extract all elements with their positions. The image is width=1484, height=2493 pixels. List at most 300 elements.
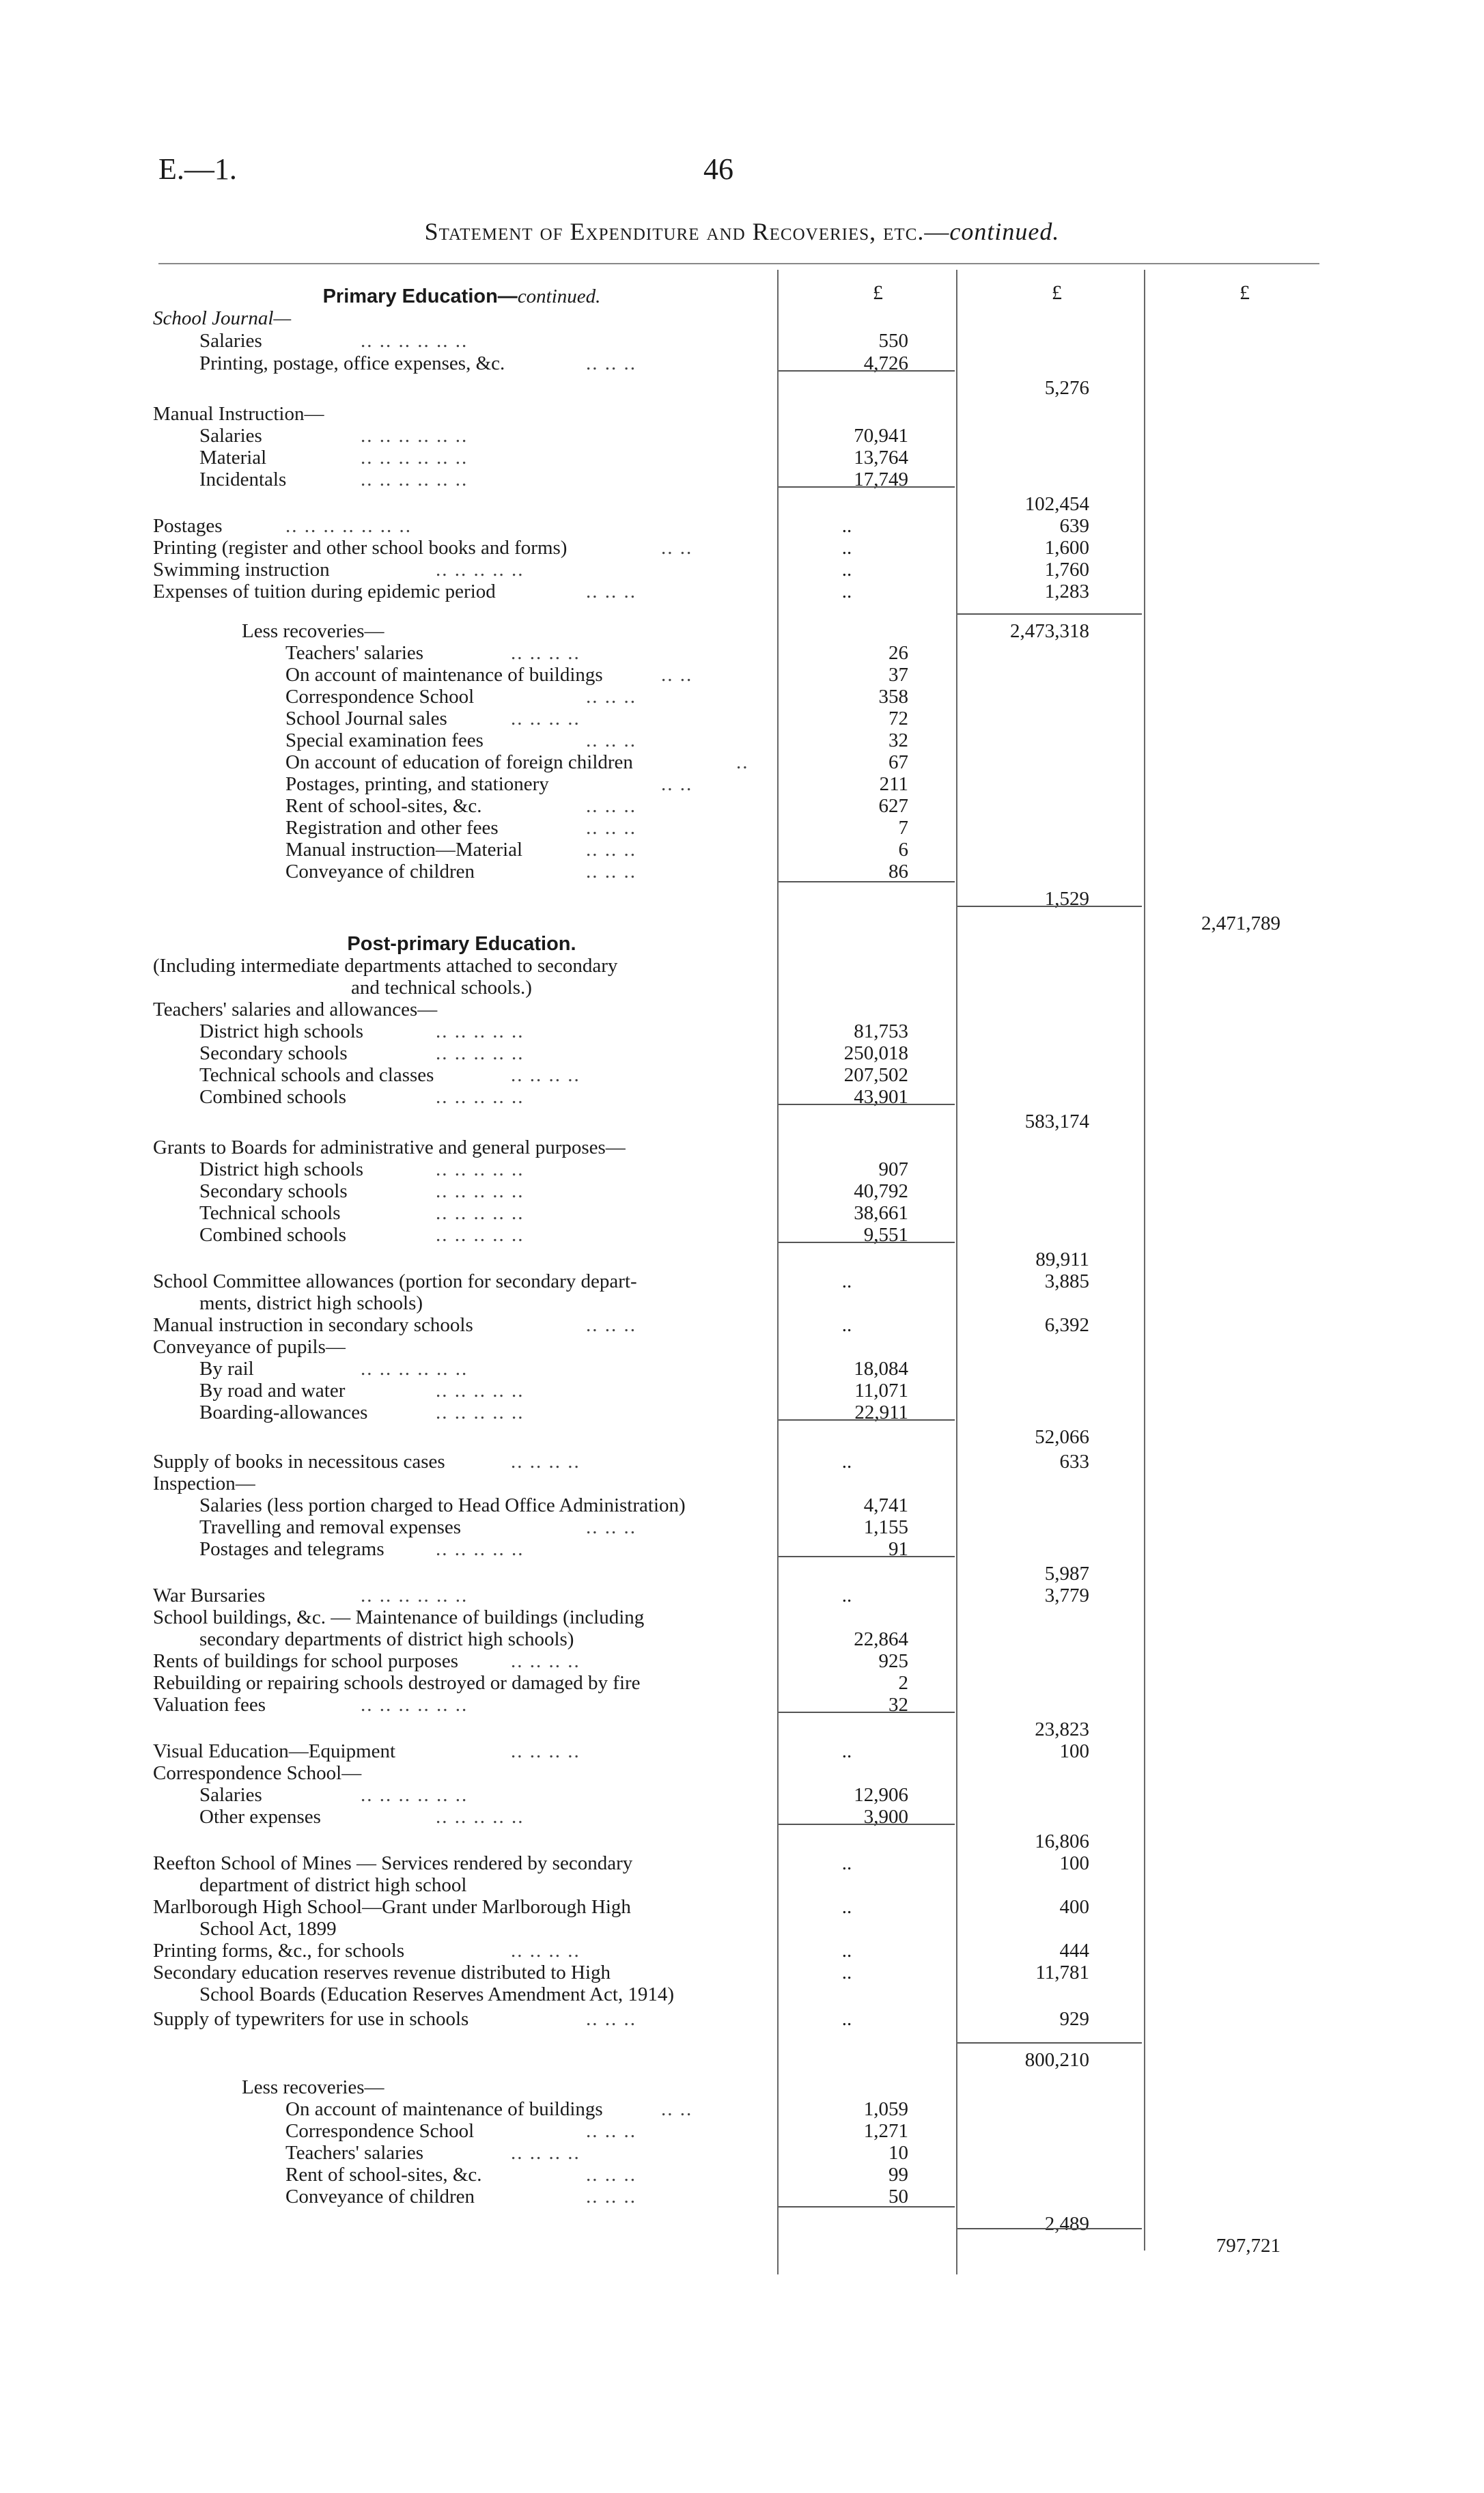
table-row xyxy=(0,977,1484,999)
total-rule xyxy=(957,2042,1142,2044)
leader-dots: .. .. .. .. .. .. xyxy=(361,1585,468,1606)
leader-dots: .. .. .. .. xyxy=(511,1740,580,1762)
table-row xyxy=(0,729,1484,751)
section-heading: Primary Education—continued. xyxy=(322,285,601,307)
table-row xyxy=(0,1426,1484,1448)
row-label: School Journal sales xyxy=(285,708,447,729)
amount-c1: 72 xyxy=(888,708,908,729)
row-label: department of district high school xyxy=(199,1874,467,1896)
row-label: Postages, printing, and stationery xyxy=(285,773,549,795)
amount-c2: 16,806 xyxy=(1035,1830,1089,1852)
table-row xyxy=(0,1402,1484,1423)
amount-c1: 99 xyxy=(888,2164,908,2186)
row-label: Postages and telegrams xyxy=(199,1538,384,1560)
amount-c1: 627 xyxy=(878,795,908,817)
row-label: Printing, postage, office expenses, &c. xyxy=(199,352,505,374)
table-row xyxy=(0,1538,1484,1560)
amount-c1: 4,741 xyxy=(863,1494,908,1516)
table-row xyxy=(0,751,1484,773)
row-label: District high schools xyxy=(199,1158,364,1180)
amount-c2: 444 xyxy=(1059,1940,1089,1962)
row-label: Salaries xyxy=(199,330,262,352)
row-label: Teachers' salaries and allowances— xyxy=(153,999,438,1020)
leader-dots: .. .. .. .. .. .. xyxy=(361,330,468,352)
row-label: Combined schools xyxy=(199,1086,347,1108)
table-row xyxy=(0,1380,1484,1402)
leader-dots: .. .. .. .. .. xyxy=(436,1020,524,1042)
row-label: War Bursaries xyxy=(153,1585,266,1606)
amount-c1: 26 xyxy=(888,642,908,664)
subtotal-rule xyxy=(779,1824,955,1825)
row-label: Boarding-allowances xyxy=(199,1402,368,1423)
table-row xyxy=(0,795,1484,817)
amount-c1: 22,864 xyxy=(854,1628,908,1650)
amount-c1: 211 xyxy=(879,773,908,795)
row-label: Secondary schools xyxy=(199,1042,348,1064)
row-label: Valuation fees xyxy=(153,1694,266,1716)
row-label: Incidentals xyxy=(199,469,287,490)
table-row xyxy=(0,1111,1484,1132)
row-label: Registration and other fees xyxy=(285,817,499,839)
amount-c1: .. xyxy=(841,1270,852,1292)
row-label: Marlborough High School—Grant under Marlborough High xyxy=(153,1896,631,1918)
row-label: Technical schools xyxy=(199,1202,341,1224)
title-continued: continued. xyxy=(949,218,1060,245)
row-label: Visual Education—Equipment xyxy=(153,1740,396,1762)
leader-dots: .. .. xyxy=(661,537,693,559)
amount-c1: .. xyxy=(841,1585,852,1606)
amount-c2: 800,210 xyxy=(1024,2049,1089,2071)
row-label: Rents of buildings for school purposes xyxy=(153,1650,459,1672)
leader-dots: .. .. .. .. xyxy=(511,708,580,729)
table-row xyxy=(0,1650,1484,1672)
table-row xyxy=(0,559,1484,581)
row-label: School Act, 1899 xyxy=(199,1918,337,1940)
row-label: Postages xyxy=(153,515,223,537)
leader-dots: .. .. .. .. xyxy=(511,642,580,664)
amount-c1: 40,792 xyxy=(854,1180,908,1202)
amount-c1: 207,502 xyxy=(843,1064,908,1086)
table-row xyxy=(0,1718,1484,1740)
leader-dots: .. .. .. xyxy=(586,2164,636,2186)
amount-c3: 797,721 xyxy=(1216,2235,1280,2257)
amount-c2: 100 xyxy=(1059,1740,1089,1762)
table-row xyxy=(0,581,1484,602)
row-label: Travelling and removal expenses xyxy=(199,1516,462,1538)
table-row xyxy=(0,1064,1484,1086)
table-row xyxy=(0,1224,1484,1246)
table-row xyxy=(0,642,1484,664)
amount-c2: 400 xyxy=(1059,1896,1089,1918)
total-rule xyxy=(957,2228,1142,2229)
table-row xyxy=(0,2049,1484,2071)
row-label: Inspection— xyxy=(153,1473,255,1494)
row-label: Manual instruction in secondary schools xyxy=(153,1314,473,1336)
leader-dots: .. .. .. .. .. .. xyxy=(361,425,468,447)
amount-c1: 32 xyxy=(888,729,908,751)
amount-c1: 250,018 xyxy=(843,1042,908,1064)
table-row xyxy=(0,285,1484,307)
table-row xyxy=(0,403,1484,425)
table-row xyxy=(0,377,1484,399)
amount-c1: .. xyxy=(841,1962,852,1983)
table-row xyxy=(0,2120,1484,2142)
amount-c2: 639 xyxy=(1059,515,1089,537)
leader-dots: .. .. .. .. .. xyxy=(436,1042,524,1064)
leader-dots: .. .. .. .. .. xyxy=(436,1180,524,1202)
leader-dots: .. .. .. .. .. .. xyxy=(361,1694,468,1716)
leader-dots: .. .. .. .. .. xyxy=(436,1158,524,1180)
table-row xyxy=(0,1249,1484,1270)
amount-c2: 3,779 xyxy=(1044,1585,1089,1606)
row-label: Grants to Boards for administrative and general purposes— xyxy=(153,1137,626,1158)
amount-c2: 2,489 xyxy=(1044,2213,1089,2235)
leader-dots: .. .. .. xyxy=(586,2120,636,2142)
leader-dots: .. .. xyxy=(661,2098,693,2120)
table-row xyxy=(0,425,1484,447)
table-row xyxy=(0,2142,1484,2164)
leader-dots: .. .. .. .. .. .. xyxy=(361,1784,468,1806)
table-row xyxy=(0,773,1484,795)
table-row xyxy=(0,1806,1484,1828)
leader-dots: .. .. .. xyxy=(586,839,636,861)
amount-c1: 1,271 xyxy=(863,2120,908,2142)
table-row xyxy=(0,1940,1484,1962)
table-row xyxy=(0,1180,1484,1202)
leader-dots: .. .. .. .. .. xyxy=(436,1538,524,1560)
amount-c2: 3,885 xyxy=(1044,1270,1089,1292)
table-row xyxy=(0,1962,1484,1983)
amount-c2: 2,473,318 xyxy=(1010,620,1089,642)
leader-dots: .. .. .. xyxy=(586,817,636,839)
subtotal-rule xyxy=(779,1556,955,1557)
table-row xyxy=(0,1694,1484,1716)
amount-c1: .. xyxy=(841,1852,852,1874)
table-row xyxy=(0,708,1484,729)
table-row xyxy=(0,1494,1484,1516)
row-label: Special examination fees xyxy=(285,729,484,751)
subtotal-rule xyxy=(779,1242,955,1243)
subtotal-rule xyxy=(779,370,955,372)
row-label: Printing forms, &c., for schools xyxy=(153,1940,405,1962)
amount-c1: 13,764 xyxy=(854,447,908,469)
row-label: Salaries xyxy=(199,1784,262,1806)
table-row xyxy=(0,2076,1484,2098)
row-label: Material xyxy=(199,447,267,469)
subtotal-rule xyxy=(779,2206,955,2208)
row-label: Technical schools and classes xyxy=(199,1064,434,1086)
amount-c1: 10 xyxy=(888,2142,908,2164)
row-label: ments, district high schools) xyxy=(199,1292,423,1314)
table-row xyxy=(0,620,1484,642)
amount-c2: 89,911 xyxy=(1035,1249,1089,1270)
section-heading: Post-primary Education. xyxy=(347,933,576,955)
amount-c1: 550 xyxy=(878,330,908,352)
row-label: Secondary schools xyxy=(199,1180,348,1202)
amount-c1: .. xyxy=(841,559,852,581)
row-label: Manual instruction—Material xyxy=(285,839,523,861)
amount-c1: .. xyxy=(841,2008,852,2030)
amount-c2: 11,781 xyxy=(1035,1962,1089,1983)
amount-c1: 37 xyxy=(888,664,908,686)
amount-c1: .. xyxy=(841,1740,852,1762)
table-row xyxy=(0,1852,1484,1874)
leader-dots: .. .. .. .. .. xyxy=(436,1806,524,1828)
table-row xyxy=(0,2213,1484,2235)
row-label: secondary departments of district high schools) xyxy=(199,1628,574,1650)
subtotal-rule xyxy=(779,486,955,488)
table-row xyxy=(0,469,1484,490)
leader-dots: .. .. .. .. .. xyxy=(436,1202,524,1224)
amount-c1: 17,749 xyxy=(854,469,908,490)
leader-dots: .. .. .. .. .. xyxy=(436,559,524,581)
amount-c1: 2 xyxy=(898,1672,908,1694)
row-label: School buildings, &c. — Maintenance of buildings (including xyxy=(153,1606,645,1628)
amount-c2: 5,276 xyxy=(1044,377,1089,399)
leader-dots: .. .. .. .. .. .. xyxy=(361,469,468,490)
amount-c2: 6,392 xyxy=(1044,1314,1089,1336)
table-row xyxy=(0,2235,1484,2257)
row-label: Printing (register and other school books and forms) xyxy=(153,537,568,559)
amount-c2: 633 xyxy=(1059,1451,1089,1473)
row-label: Swimming instruction xyxy=(153,559,330,581)
table-row xyxy=(0,1314,1484,1336)
row-label: Less recoveries— xyxy=(242,2076,384,2098)
row-label: and technical schools.) xyxy=(351,977,532,999)
amount-c1: 50 xyxy=(888,2186,908,2208)
document-code: E.—1. xyxy=(158,152,237,186)
leader-dots: .. .. .. .. .. xyxy=(436,1224,524,1246)
amount-c1: 86 xyxy=(888,861,908,882)
amount-c2: 1,283 xyxy=(1044,581,1089,602)
amount-c1: .. xyxy=(841,537,852,559)
table-row xyxy=(0,1020,1484,1042)
amount-c1: 12,906 xyxy=(854,1784,908,1806)
amount-c1: 11,071 xyxy=(854,1380,908,1402)
table-row xyxy=(0,817,1484,839)
amount-c2: 102,454 xyxy=(1024,493,1089,515)
amount-c2: 929 xyxy=(1059,2008,1089,2030)
row-label: Conveyance of children xyxy=(285,2186,475,2208)
amount-c1: 9,551 xyxy=(863,1224,908,1246)
amount-c1: 4,726 xyxy=(863,352,908,374)
amount-c1: 7 xyxy=(898,817,908,839)
leader-dots: .. .. .. xyxy=(586,1314,636,1336)
table-row xyxy=(0,2098,1484,2120)
leader-dots: .. .. .. xyxy=(586,1516,636,1538)
amount-c1: 38,661 xyxy=(854,1202,908,1224)
subtotal-rule xyxy=(779,1104,955,1105)
amount-c1: .. xyxy=(841,581,852,602)
table-row xyxy=(0,1202,1484,1224)
row-label: Correspondence School xyxy=(285,686,475,708)
amount-c2: 1,760 xyxy=(1044,559,1089,581)
table-row xyxy=(0,839,1484,861)
leader-dots: .. .. .. xyxy=(586,795,636,817)
amount-c2: 23,823 xyxy=(1035,1718,1089,1740)
column-2-currency: £ xyxy=(1052,281,1062,304)
leader-dots: .. .. .. xyxy=(586,581,636,602)
row-label: Other expenses xyxy=(199,1806,321,1828)
amount-c1: 18,084 xyxy=(854,1358,908,1380)
table-row xyxy=(0,307,1484,329)
row-label: On account of education of foreign children xyxy=(285,751,633,773)
row-label: Supply of typewriters for use in schools xyxy=(153,2008,469,2030)
subtotal-rule xyxy=(779,881,955,882)
table-row xyxy=(0,1784,1484,1806)
row-label: Combined schools xyxy=(199,1224,347,1246)
leader-dots: .. .. .. .. .. xyxy=(436,1380,524,1402)
amount-c1: 22,911 xyxy=(854,1402,908,1423)
table-row xyxy=(0,1473,1484,1494)
amount-c1: 6 xyxy=(898,839,908,861)
row-label: Correspondence School— xyxy=(153,1762,362,1784)
amount-c1: 70,941 xyxy=(854,425,908,447)
amount-c1: 1,155 xyxy=(863,1516,908,1538)
leader-dots: .. .. .. .. .. xyxy=(436,1402,524,1423)
table-row xyxy=(0,1740,1484,1762)
row-label: Correspondence School xyxy=(285,2120,475,2142)
column-1-currency: £ xyxy=(873,281,883,304)
table-row xyxy=(0,515,1484,537)
table-row xyxy=(0,330,1484,352)
leader-dots: .. .. .. .. xyxy=(511,1064,580,1086)
table-row xyxy=(0,1762,1484,1784)
leader-dots: .. .. .. xyxy=(586,729,636,751)
table-row xyxy=(0,913,1484,934)
row-label: By road and water xyxy=(199,1380,346,1402)
row-label: On account of maintenance of buildings xyxy=(285,664,603,686)
amount-c1: 925 xyxy=(878,1650,908,1672)
leader-dots: .. .. .. xyxy=(586,861,636,882)
table-row xyxy=(0,1270,1484,1292)
leader-dots: .. .. .. .. xyxy=(511,1451,580,1473)
table-row xyxy=(0,1585,1484,1606)
table-row xyxy=(0,1042,1484,1064)
amount-c1: 91 xyxy=(888,1538,908,1560)
table-row xyxy=(0,999,1484,1020)
row-label: School Committee allowances (portion for secondary depart- xyxy=(153,1270,637,1292)
table-row xyxy=(0,2164,1484,2186)
leader-dots: .. .. .. .. xyxy=(511,2142,580,2164)
amount-c3: 2,471,789 xyxy=(1201,913,1280,934)
amount-c1: 1,059 xyxy=(863,2098,908,2120)
table-row xyxy=(0,1086,1484,1108)
statement-title xyxy=(0,217,1484,246)
table-row xyxy=(0,447,1484,469)
table-row xyxy=(0,888,1484,910)
leader-dots: .. .. .. .. xyxy=(511,1940,580,1962)
table-row xyxy=(0,686,1484,708)
row-label: Conveyance of pupils— xyxy=(153,1336,346,1358)
row-label: School Boards (Education Reserves Amendment Act, 1914) xyxy=(199,1983,675,2005)
table-row xyxy=(0,537,1484,559)
table-row xyxy=(0,493,1484,515)
table-row xyxy=(0,1672,1484,1694)
title-main: Statement of Expenditure and Recoveries, etc.— xyxy=(424,218,950,245)
row-label: Salaries (less portion charged to Head Office Administration) xyxy=(199,1494,686,1516)
amount-c1: .. xyxy=(841,1451,852,1473)
table-row xyxy=(0,1137,1484,1158)
amount-c1: .. xyxy=(841,1940,852,1962)
row-label: Salaries xyxy=(199,425,262,447)
amount-c1: 358 xyxy=(878,686,908,708)
leader-dots: .. .. .. xyxy=(586,352,636,374)
amount-c1: 907 xyxy=(878,1158,908,1180)
table-row xyxy=(0,1358,1484,1380)
table-row xyxy=(0,955,1484,977)
table-row xyxy=(0,1830,1484,1852)
row-label: Expenses of tuition during epidemic period xyxy=(153,581,496,602)
row-label: Supply of books in necessitous cases xyxy=(153,1451,445,1473)
table-row xyxy=(0,2186,1484,2208)
leader-dots: .. .. xyxy=(661,664,693,686)
row-label: Rebuilding or repairing schools destroyed or damaged by fire xyxy=(153,1672,641,1694)
leader-dots: .. .. .. xyxy=(586,2008,636,2030)
amount-c2: 100 xyxy=(1059,1852,1089,1874)
amount-c1: .. xyxy=(841,1314,852,1336)
leader-dots: .. .. .. xyxy=(586,686,636,708)
leader-dots: .. xyxy=(736,751,749,773)
row-label: Teachers' salaries xyxy=(285,642,424,664)
amount-c1: 81,753 xyxy=(854,1020,908,1042)
row-label: (Including intermediate departments attached to secondary xyxy=(153,955,618,977)
amount-c1: 67 xyxy=(888,751,908,773)
table-row xyxy=(0,1874,1484,1896)
table-row xyxy=(0,1896,1484,1918)
table-row xyxy=(0,1628,1484,1650)
total-rule xyxy=(957,906,1142,907)
amount-c1: .. xyxy=(841,515,852,537)
row-label: Teachers' salaries xyxy=(285,2142,424,2164)
table-row xyxy=(0,1451,1484,1473)
row-label: By rail xyxy=(199,1358,254,1380)
leader-dots: .. .. .. .. .. .. xyxy=(361,1358,468,1380)
row-label: School Journal— xyxy=(153,307,292,329)
table-row xyxy=(0,933,1484,955)
row-label: Secondary education reserves revenue distributed to High xyxy=(153,1962,611,1983)
table-row xyxy=(0,1563,1484,1585)
table-row xyxy=(0,2008,1484,2030)
leader-dots: .. .. .. .. .. xyxy=(436,1086,524,1108)
amount-c1: 32 xyxy=(888,1694,908,1716)
table-row xyxy=(0,1336,1484,1358)
heading-continued: continued. xyxy=(517,285,601,307)
table-row xyxy=(0,1516,1484,1538)
table-row xyxy=(0,1918,1484,1940)
table-row xyxy=(0,1158,1484,1180)
subtotal-rule xyxy=(779,1712,955,1713)
column-3-currency: £ xyxy=(1240,281,1250,304)
amount-c2: 5,987 xyxy=(1044,1563,1089,1585)
row-label: Rent of school-sites, &c. xyxy=(285,2164,482,2186)
row-label: District high schools xyxy=(199,1020,364,1042)
row-label: Less recoveries— xyxy=(242,620,384,642)
amount-c1: .. xyxy=(841,1896,852,1918)
leader-dots: .. .. .. .. xyxy=(511,1650,580,1672)
table-row xyxy=(0,664,1484,686)
top-rule xyxy=(158,263,1319,264)
amount-c2: 1,600 xyxy=(1044,537,1089,559)
leader-dots: .. .. .. .. .. .. .. xyxy=(285,515,412,537)
row-label: Rent of school-sites, &c. xyxy=(285,795,482,817)
page-number: 46 xyxy=(703,152,733,186)
table-row xyxy=(0,1983,1484,2005)
leader-dots: .. .. xyxy=(661,773,693,795)
amount-c1: 3,900 xyxy=(863,1806,908,1828)
row-label: On account of maintenance of buildings xyxy=(285,2098,603,2120)
amount-c2: 52,066 xyxy=(1035,1426,1089,1448)
